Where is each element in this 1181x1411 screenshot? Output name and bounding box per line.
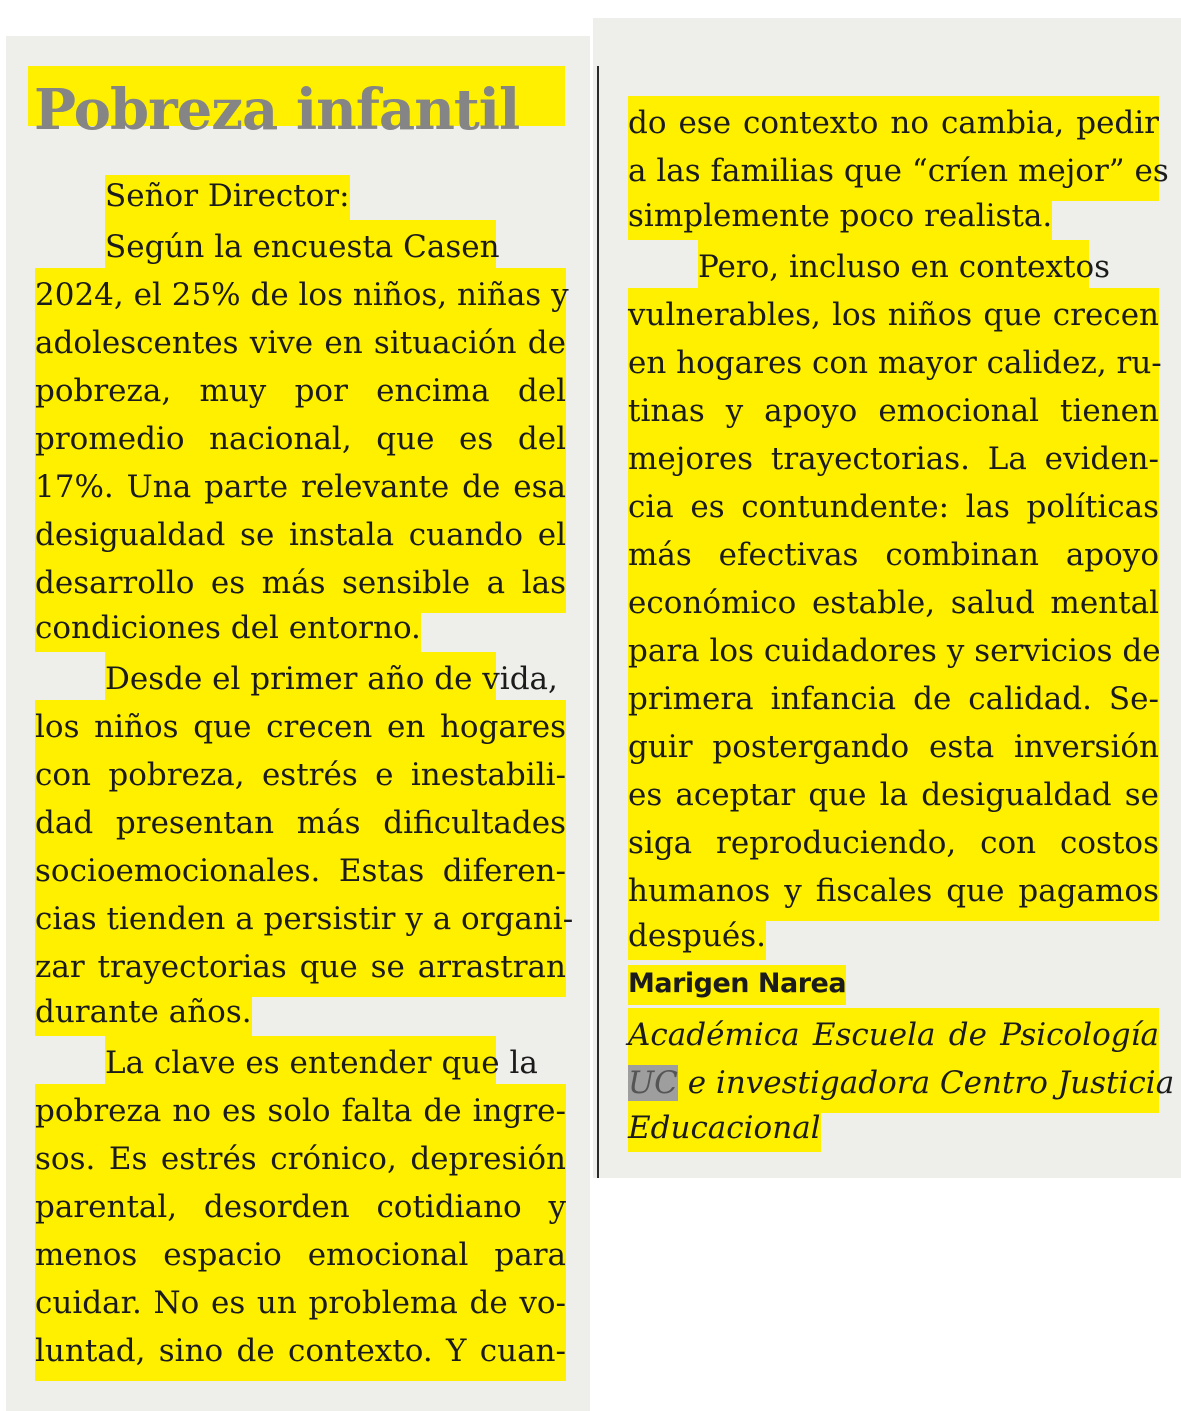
text-line: en hogares con mayor calidez, ru- [628, 336, 1159, 384]
text-line: humanos y fiscales que pagamos [628, 864, 1159, 912]
text-line: condiciones del entorno. [35, 604, 566, 652]
text-line: Pero, incluso en contextos [628, 240, 1159, 288]
text-line: menos espacio emocional para [35, 1228, 566, 1276]
text-line: cia es contundente: las políticas [628, 480, 1159, 528]
author-affiliation: Académica Escuela de Psicología [628, 1008, 1159, 1056]
author-affiliation: Educacional [628, 1104, 1159, 1152]
text-line: los niños que crecen en hogares [35, 700, 566, 748]
text-line: adolescentes vive en situación de [35, 316, 566, 364]
text-line: dad presentan más dificultades [35, 796, 566, 844]
text-line: pobreza no es solo falta de ingre- [35, 1084, 566, 1132]
text-line: 2024, el 25% de los niños, niñas y [35, 268, 566, 316]
text-line: tinas y apoyo emocional tienen [628, 384, 1159, 432]
text-line: a las familias que “críen mejor” es [628, 144, 1159, 192]
left-column-text [35, 172, 574, 1372]
text-line: do ese contexto no cambia, pedir [628, 96, 1159, 144]
text-line: guir postergando esta inversión [628, 720, 1159, 768]
right-column-text [628, 96, 1175, 1152]
author-affiliation: UC e investigadora Centro Justicia [628, 1056, 1159, 1104]
text-line: promedio nacional, que es del [35, 412, 566, 460]
text-line: siga reproduciendo, con costos [628, 816, 1159, 864]
text-line: sos. Es estrés crónico, depresión [35, 1132, 566, 1180]
text-line: cuidar. No es un problema de vo- [35, 1276, 566, 1324]
author-name: Marigen Narea [628, 960, 1159, 1008]
text-line: económico estable, salud mental [628, 576, 1159, 624]
text-line: Según la encuesta Casen [35, 220, 566, 268]
text-line: La clave es entender que la [35, 1036, 566, 1084]
text-line: durante años. [35, 988, 566, 1036]
text-line: después. [628, 912, 1159, 960]
text-line: simplemente poco realista. [628, 192, 1159, 240]
text-line: luntad, sino de contexto. Y cuan- [35, 1324, 566, 1372]
text-line: Desde el primer año de vida, [35, 652, 566, 700]
text-line: primera infancia de calidad. Se- [628, 672, 1159, 720]
article-title: Pobreza infantil [28, 66, 565, 126]
text-line: es aceptar que la desigualdad se [628, 768, 1159, 816]
text-line: desarrollo es más sensible a las [35, 556, 566, 604]
text-line: parental, desorden cotidiano y [35, 1180, 566, 1228]
text-line: 17%. Una parte relevante de esa [35, 460, 566, 508]
text-line: para los cuidadores y servicios de [628, 624, 1159, 672]
text-line: zar trayectorias que se arrastran [35, 940, 566, 988]
text-line: vulnerables, los niños que crecen [628, 288, 1159, 336]
column-divider [597, 66, 599, 1178]
text-line: Señor Director: [35, 172, 566, 220]
text-line: mejores trayectorias. La eviden- [628, 432, 1159, 480]
text-line: pobreza, muy por encima del [35, 364, 566, 412]
text-line: con pobreza, estrés e inestabili- [35, 748, 566, 796]
text-line: más efectivas combinan apoyo [628, 528, 1159, 576]
text-line: desigualdad se instala cuando el [35, 508, 566, 556]
text-line: socioemocionales. Estas diferen- [35, 844, 566, 892]
uc-abbreviation: UC [628, 1065, 678, 1101]
text-line: cias tienden a persistir y a organi- [35, 892, 566, 940]
